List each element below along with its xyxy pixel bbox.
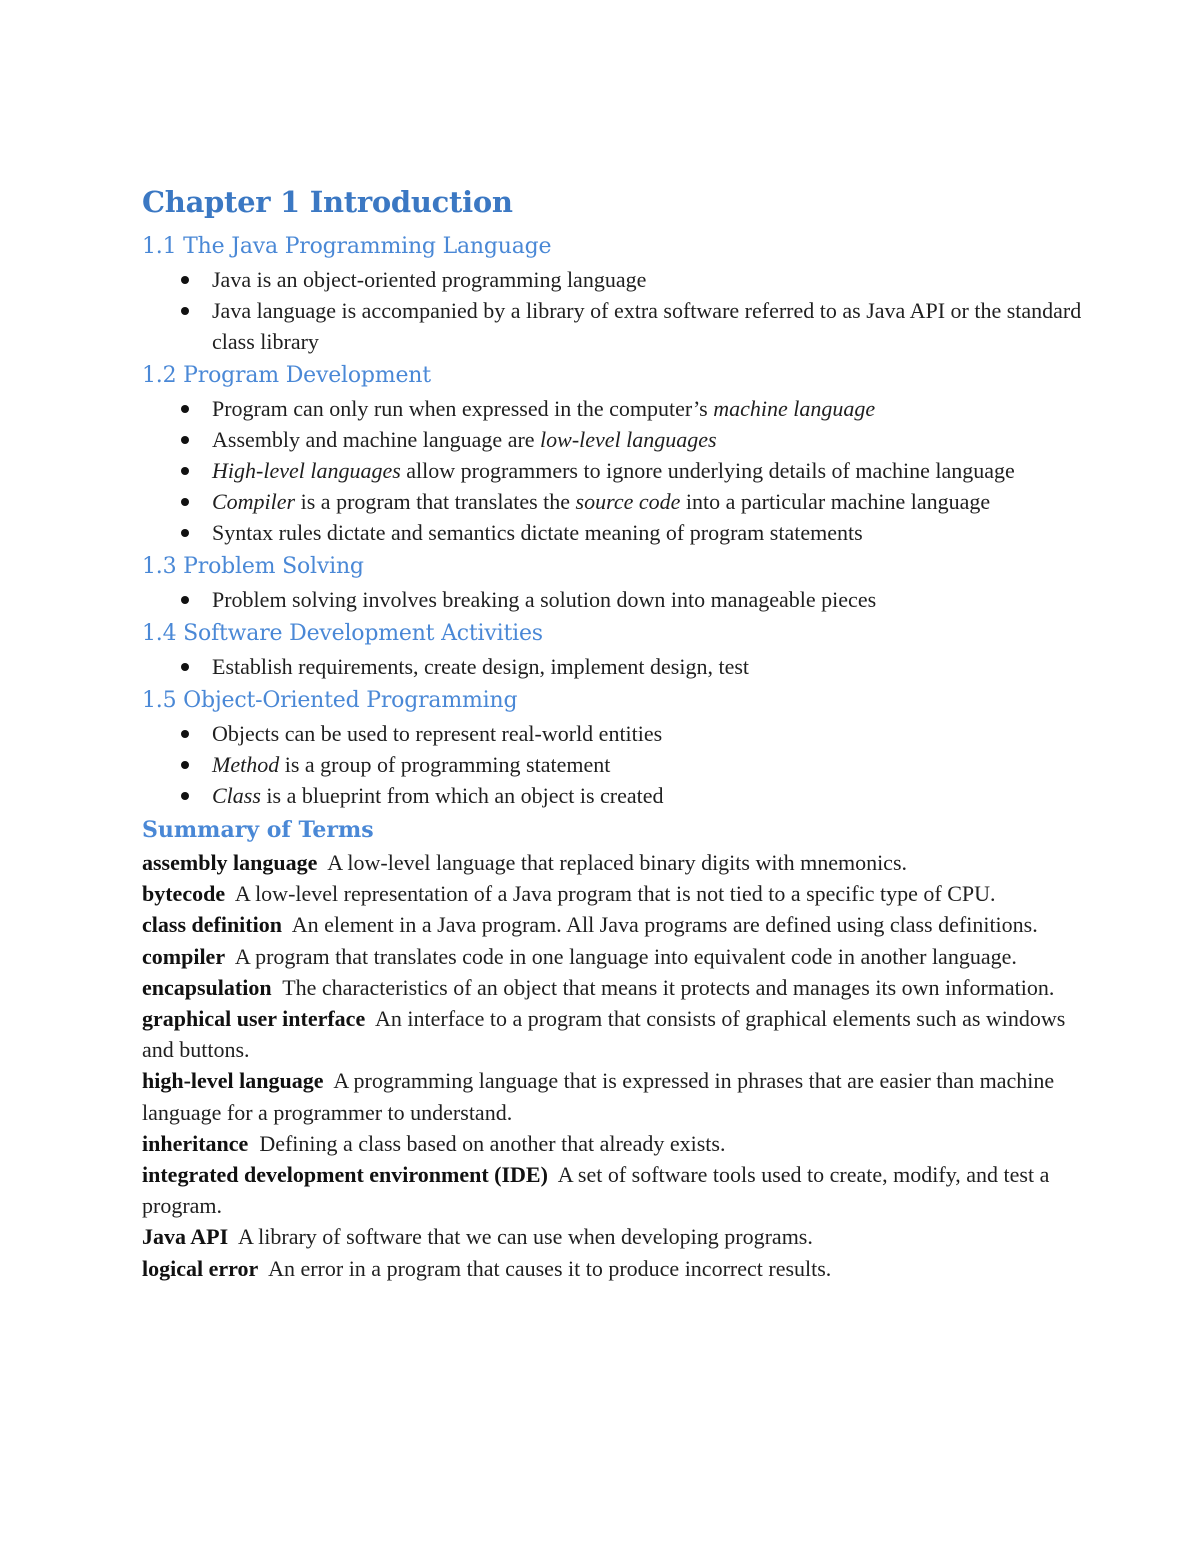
bullet-list (142, 718, 1082, 811)
term-entry (142, 909, 1082, 940)
term-definition: A low-level language that replaced binary digits with mnemonics. (327, 850, 908, 875)
emphasized-text: Compiler (212, 489, 296, 514)
bullet-icon (181, 467, 189, 475)
list-item-text: Java language is accompanied by a library of extra software referred to as Java API or the standard class library (212, 298, 1082, 354)
list-item (142, 486, 1082, 517)
sections-container (142, 230, 1082, 811)
bullet-icon (181, 276, 189, 284)
term-entry (142, 878, 1082, 909)
list-item (142, 455, 1082, 486)
bullet-icon (181, 730, 189, 738)
list-item-text: Problem solving involves breaking a solution down into manageable pieces (212, 587, 877, 612)
bullet-icon (181, 307, 189, 315)
emphasized-text: low-level languages (540, 427, 717, 452)
bullet-icon (181, 792, 189, 800)
list-item-text: is a program that translates the (295, 489, 576, 514)
term-definition: An element in a Java program. All Java programs are defined using class definitions. (291, 912, 1038, 938)
section-title: 1.4 Software Development Activities (142, 621, 543, 646)
document-page (142, 180, 1082, 1284)
chapter-title: Chapter 1 Introduction (142, 185, 513, 219)
list-item (142, 718, 1082, 749)
term-entry (142, 1003, 1082, 1065)
bullet-icon (181, 761, 189, 769)
emphasized-text: machine language (713, 396, 876, 421)
section-title: 1.1 The Java Programming Language (142, 234, 552, 259)
term-definition: A program that translates code in one language into equivalent code in another language. (234, 943, 1017, 969)
bullet-list (142, 651, 1082, 682)
list-item (142, 295, 1082, 357)
list-item-text: Java is an object-oriented programming language (212, 267, 647, 292)
term-entry (142, 1253, 1082, 1284)
emphasized-text: source code (575, 489, 681, 514)
list-item-text: Program can only run when expressed in the computer’s (212, 396, 714, 421)
list-item-text: Establish requirements, create design, implement design, test (212, 654, 750, 679)
term-name: class definition (142, 912, 282, 938)
term-definition: The characteristics of an object that means it protects and manages its own information. (282, 974, 1055, 1000)
list-item (142, 780, 1082, 811)
term-entry (142, 941, 1082, 972)
term-name: logical error (142, 1255, 259, 1281)
bullet-list (142, 264, 1082, 357)
term-name: Java API (142, 1224, 229, 1250)
term-entry (142, 972, 1082, 1003)
term-name: assembly language (142, 850, 318, 875)
summary-title: Summary of Terms (142, 817, 374, 843)
term-name: inheritance (142, 1130, 249, 1156)
list-item (142, 651, 1082, 682)
list-item-text: into a particular machine language (680, 489, 991, 514)
list-item (142, 424, 1082, 455)
term-name: encapsulation (142, 974, 272, 1000)
section-title: 1.3 Problem Solving (142, 554, 364, 579)
list-item (142, 264, 1082, 295)
bullet-icon (181, 498, 189, 506)
list-item-text: is a group of programming statement (279, 752, 611, 777)
term-name: integrated development environment (IDE) (142, 1162, 548, 1188)
term-entry (142, 1221, 1082, 1252)
list-item-text: allow programmers to ignore underlying details of machine language (400, 458, 1015, 483)
term-name: graphical user interface (142, 1006, 366, 1032)
term-definition: A set of software tools used to create, modify, and test a program. (142, 1162, 1050, 1219)
section-title: 1.2 Program Development (142, 363, 431, 388)
section-title: 1.5 Object-Oriented Programming (142, 688, 518, 713)
term-name: compiler (142, 943, 226, 969)
terms-list (142, 847, 1082, 1284)
bullet-icon (181, 405, 189, 413)
list-item (142, 749, 1082, 780)
term-entry (142, 1128, 1082, 1159)
term-definition: An error in a program that causes it to produce incorrect results. (268, 1255, 832, 1281)
term-definition: A low-level representation of a Java program that is not tied to a specific type of CPU. (234, 881, 996, 907)
bullet-icon (181, 529, 189, 537)
term-name: bytecode (142, 881, 226, 907)
emphasized-text: Method (212, 752, 280, 777)
term-entry (142, 1065, 1082, 1127)
bullet-list (142, 584, 1082, 615)
term-definition: Defining a class based on another that already exists. (259, 1130, 726, 1156)
list-item-text: Assembly and machine language are (212, 427, 541, 452)
bullet-icon (181, 596, 189, 604)
bullet-icon (181, 436, 189, 444)
list-item-text: Syntax rules dictate and semantics dictate meaning of program statements (212, 520, 863, 545)
bullet-icon (181, 663, 189, 671)
term-entry (142, 1159, 1082, 1221)
emphasized-text: High-level languages (212, 458, 401, 483)
term-name: high-level language (142, 1068, 324, 1094)
term-definition: A programming language that is expressed in phrases that are easier than machine language for a programmer to understand. (142, 1068, 1055, 1125)
term-definition: An interface to a program that consists of graphical elements such as windows and buttons. (142, 1006, 1066, 1063)
list-item (142, 584, 1082, 615)
list-item (142, 393, 1082, 424)
term-definition: A library of software that we can use when developing programs. (237, 1224, 813, 1250)
emphasized-text: Class (212, 783, 261, 808)
term-entry (142, 847, 1082, 878)
list-item (142, 517, 1082, 548)
list-item-text: is a blueprint from which an object is created (260, 783, 664, 808)
bullet-list (142, 393, 1082, 548)
list-item-text: Objects can be used to represent real-world entities (212, 721, 663, 746)
